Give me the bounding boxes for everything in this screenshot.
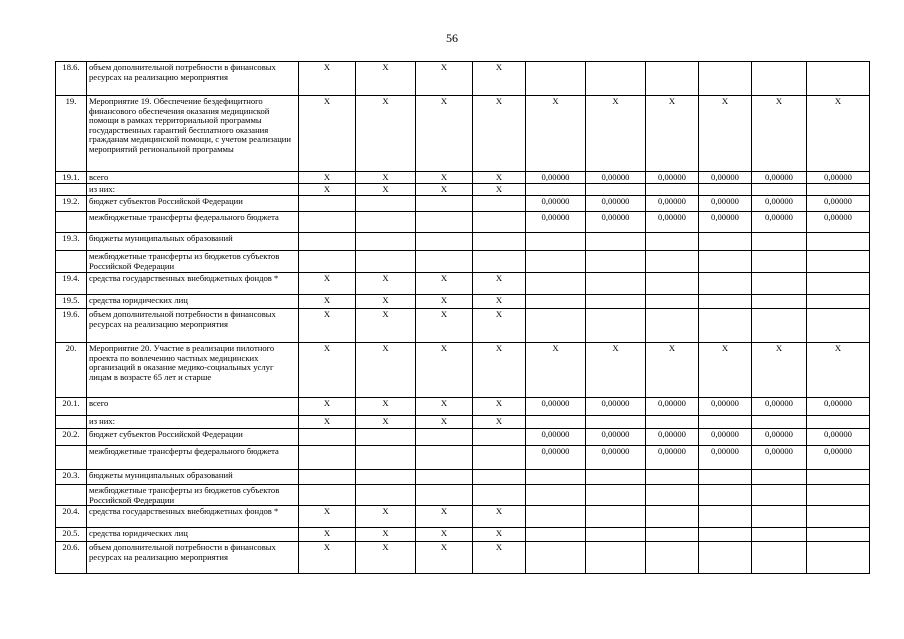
table-row (56, 251, 870, 273)
value-cell (473, 470, 526, 485)
value-cell (807, 184, 870, 196)
value-cell: X (416, 172, 473, 184)
value-cell (416, 196, 473, 212)
value-cell: X (473, 416, 526, 429)
row-name-cell: из них: (87, 416, 299, 429)
value-cell: 0,00000 (526, 429, 586, 446)
value-cell: X (473, 184, 526, 196)
row-number-cell: 20.2. (56, 429, 87, 446)
table-row (56, 96, 870, 172)
value-cell (473, 446, 526, 470)
row-name-cell: из них: (87, 184, 299, 196)
value-cell: 0,00000 (807, 429, 870, 446)
value-cell (646, 295, 699, 309)
value-cell (526, 506, 586, 528)
value-cell (299, 233, 356, 251)
row-number-cell (56, 485, 87, 506)
value-cell (416, 485, 473, 506)
value-cell (752, 62, 807, 96)
value-cell (416, 470, 473, 485)
value-cell (526, 184, 586, 196)
value-cell: X (646, 343, 699, 398)
value-cell (699, 506, 752, 528)
value-cell (807, 233, 870, 251)
value-cell (586, 309, 646, 343)
row-name-cell: всего (87, 172, 299, 184)
table-row (56, 416, 870, 429)
value-cell: 0,00000 (586, 429, 646, 446)
value-cell (356, 212, 416, 233)
value-cell: X (416, 96, 473, 172)
value-cell: 0,00000 (807, 212, 870, 233)
table-row (56, 506, 870, 528)
value-cell: X (356, 96, 416, 172)
row-number-cell: 20.5. (56, 528, 87, 542)
value-cell (699, 542, 752, 574)
table-row (56, 62, 870, 96)
value-cell (586, 470, 646, 485)
value-cell (356, 485, 416, 506)
value-cell: 0,00000 (646, 196, 699, 212)
value-cell (473, 233, 526, 251)
value-cell: 0,00000 (586, 212, 646, 233)
value-cell (699, 184, 752, 196)
row-name-cell: бюджет субъектов Российской Федерации (87, 196, 299, 212)
table-row (56, 528, 870, 542)
value-cell: X (646, 96, 699, 172)
value-cell (646, 542, 699, 574)
value-cell (473, 251, 526, 273)
value-cell: 0,00000 (646, 172, 699, 184)
value-cell: X (807, 96, 870, 172)
value-cell (299, 251, 356, 273)
row-name-cell: Мероприятие 19. Обеспечение бездефицитного финансового обеспечения оказания медицинской помощи в рамках территориальной программы государственных гарантий бесплатного оказания гражданам медицинской помощи, с учетом реализации мероприятий региональной программы (87, 96, 299, 172)
value-cell: 0,00000 (807, 398, 870, 416)
row-number-cell: 20.3. (56, 470, 87, 485)
value-cell: X (356, 172, 416, 184)
value-cell (299, 485, 356, 506)
value-cell (586, 295, 646, 309)
row-number-cell: 19. (56, 96, 87, 172)
row-number-cell: 20.6. (56, 542, 87, 574)
table-body (56, 62, 870, 574)
row-number-cell (56, 184, 87, 196)
value-cell: 0,00000 (586, 196, 646, 212)
value-cell (586, 233, 646, 251)
table-row (56, 233, 870, 251)
value-cell: 0,00000 (699, 196, 752, 212)
value-cell: 0,00000 (646, 398, 699, 416)
table-row (56, 429, 870, 446)
row-name-cell: бюджеты муниципальных образований (87, 470, 299, 485)
page-number: 56 (446, 31, 458, 45)
value-cell (356, 251, 416, 273)
row-number-cell: 19.4. (56, 273, 87, 295)
value-cell: X (299, 542, 356, 574)
value-cell (586, 273, 646, 295)
value-cell (699, 485, 752, 506)
value-cell (526, 62, 586, 96)
value-cell (416, 212, 473, 233)
value-cell: X (299, 343, 356, 398)
row-name-cell: средства государственных внебюджетных фондов * (87, 273, 299, 295)
table-row (56, 343, 870, 398)
value-cell (356, 233, 416, 251)
value-cell: X (299, 295, 356, 309)
value-cell (586, 251, 646, 273)
value-cell (586, 416, 646, 429)
value-cell: X (416, 528, 473, 542)
value-cell (807, 273, 870, 295)
row-number-cell (56, 416, 87, 429)
value-cell (299, 470, 356, 485)
value-cell (416, 251, 473, 273)
value-cell: X (416, 184, 473, 196)
row-number-cell: 18.6. (56, 62, 87, 96)
table-row (56, 196, 870, 212)
value-cell: X (473, 343, 526, 398)
value-cell (416, 233, 473, 251)
row-number-cell: 19.6. (56, 309, 87, 343)
value-cell: X (299, 62, 356, 96)
value-cell (526, 251, 586, 273)
value-cell (586, 506, 646, 528)
value-cell: 0,00000 (526, 446, 586, 470)
value-cell: 0,00000 (526, 172, 586, 184)
value-cell (807, 295, 870, 309)
row-name-cell: Мероприятие 20. Участие в реализации пилотного проекта по вовлечению частных медицинских организаций в оказание медико-социальных услуг лицам в возрасте 65 лет и старше (87, 343, 299, 398)
value-cell (299, 196, 356, 212)
value-cell (356, 196, 416, 212)
row-name-cell: средства государственных внебюджетных фондов * (87, 506, 299, 528)
value-cell (699, 470, 752, 485)
value-cell (646, 309, 699, 343)
row-number-cell (56, 251, 87, 273)
value-cell: X (807, 343, 870, 398)
row-name-cell: средства юридических лиц (87, 295, 299, 309)
value-cell: X (356, 309, 416, 343)
value-cell: X (416, 309, 473, 343)
value-cell (699, 233, 752, 251)
value-cell (646, 184, 699, 196)
value-cell (526, 470, 586, 485)
value-cell (699, 251, 752, 273)
value-cell: 0,00000 (752, 398, 807, 416)
value-cell: X (752, 343, 807, 398)
value-cell (807, 485, 870, 506)
value-cell: 0,00000 (807, 172, 870, 184)
value-cell: 0,00000 (526, 398, 586, 416)
value-cell: X (473, 273, 526, 295)
value-cell (586, 542, 646, 574)
value-cell (646, 62, 699, 96)
value-cell (356, 470, 416, 485)
value-cell: X (752, 96, 807, 172)
value-cell: X (473, 309, 526, 343)
table-row (56, 212, 870, 233)
value-cell: X (473, 542, 526, 574)
row-number-cell: 19.1. (56, 172, 87, 184)
value-cell: X (526, 96, 586, 172)
row-number-cell (56, 446, 87, 470)
value-cell: X (416, 62, 473, 96)
row-name-cell: средства юридических лиц (87, 528, 299, 542)
value-cell (646, 485, 699, 506)
row-name-cell: всего (87, 398, 299, 416)
value-cell (356, 429, 416, 446)
value-cell (807, 416, 870, 429)
row-name-cell: бюджет субъектов Российской Федерации (87, 429, 299, 446)
value-cell: X (299, 96, 356, 172)
value-cell: X (356, 528, 416, 542)
value-cell (752, 485, 807, 506)
value-cell: X (473, 528, 526, 542)
row-name-cell: объем дополнительной потребности в финансовых ресурсах на реализацию мероприятия (87, 62, 299, 96)
value-cell: 0,00000 (807, 446, 870, 470)
row-name-cell: межбюджетные трансферты из бюджетов субъектов Российской Федерации (87, 251, 299, 273)
value-cell (473, 212, 526, 233)
table-row (56, 398, 870, 416)
value-cell: X (416, 343, 473, 398)
value-cell (807, 528, 870, 542)
value-cell (473, 429, 526, 446)
value-cell: X (356, 506, 416, 528)
value-cell (646, 528, 699, 542)
value-cell (752, 416, 807, 429)
table-row (56, 542, 870, 574)
value-cell (646, 273, 699, 295)
value-cell (526, 528, 586, 542)
value-cell (752, 542, 807, 574)
value-cell: X (299, 398, 356, 416)
row-name-cell: межбюджетные трансферты федерального бюджета (87, 212, 299, 233)
value-cell (473, 485, 526, 506)
value-cell (586, 184, 646, 196)
value-cell: X (473, 295, 526, 309)
value-cell: 0,00000 (699, 398, 752, 416)
row-name-cell: бюджеты муниципальных образований (87, 233, 299, 251)
value-cell: X (473, 398, 526, 416)
value-cell: 0,00000 (586, 172, 646, 184)
value-cell: X (416, 398, 473, 416)
row-number-cell: 20. (56, 343, 87, 398)
row-number-cell: 19.2. (56, 196, 87, 212)
value-cell (646, 506, 699, 528)
table-row (56, 172, 870, 184)
value-cell: X (416, 416, 473, 429)
value-cell: X (299, 506, 356, 528)
value-cell (807, 470, 870, 485)
value-cell: X (356, 542, 416, 574)
value-cell: 0,00000 (586, 446, 646, 470)
value-cell: 0,00000 (699, 429, 752, 446)
value-cell (299, 446, 356, 470)
value-cell (526, 416, 586, 429)
budget-table (55, 61, 870, 574)
value-cell (586, 528, 646, 542)
value-cell (526, 542, 586, 574)
row-name-cell: межбюджетные трансферты из бюджетов субъектов Российской Федерации (87, 485, 299, 506)
value-cell: 0,00000 (646, 212, 699, 233)
value-cell (299, 212, 356, 233)
row-name-cell: межбюджетные трансферты федерального бюджета (87, 446, 299, 470)
value-cell: 0,00000 (752, 429, 807, 446)
value-cell: X (416, 542, 473, 574)
value-cell (807, 309, 870, 343)
value-cell (646, 251, 699, 273)
value-cell: 0,00000 (699, 446, 752, 470)
value-cell (752, 295, 807, 309)
value-cell: X (473, 96, 526, 172)
value-cell: X (526, 343, 586, 398)
table-row (56, 309, 870, 343)
value-cell (416, 446, 473, 470)
value-cell (752, 506, 807, 528)
value-cell (807, 542, 870, 574)
value-cell: X (299, 172, 356, 184)
value-cell (526, 309, 586, 343)
value-cell (646, 470, 699, 485)
value-cell: X (299, 416, 356, 429)
value-cell (473, 196, 526, 212)
value-cell: X (356, 62, 416, 96)
value-cell (526, 233, 586, 251)
value-cell: X (586, 343, 646, 398)
value-cell (586, 485, 646, 506)
value-cell: X (356, 295, 416, 309)
value-cell (356, 446, 416, 470)
value-cell: 0,00000 (586, 398, 646, 416)
row-number-cell: 19.3. (56, 233, 87, 251)
value-cell (807, 506, 870, 528)
value-cell (699, 416, 752, 429)
value-cell: 0,00000 (752, 446, 807, 470)
value-cell: 0,00000 (807, 196, 870, 212)
value-cell (646, 233, 699, 251)
value-cell: X (299, 184, 356, 196)
value-cell: 0,00000 (526, 212, 586, 233)
value-cell (752, 251, 807, 273)
row-number-cell: 19.5. (56, 295, 87, 309)
table-row (56, 295, 870, 309)
value-cell (699, 309, 752, 343)
value-cell: 0,00000 (646, 446, 699, 470)
value-cell (752, 184, 807, 196)
value-cell (699, 295, 752, 309)
table-row (56, 273, 870, 295)
value-cell (807, 62, 870, 96)
value-cell: X (299, 273, 356, 295)
table-row (56, 184, 870, 196)
row-name-cell: объем дополнительной потребности в финансовых ресурсах на реализацию мероприятия (87, 542, 299, 574)
value-cell: 0,00000 (752, 172, 807, 184)
row-number-cell: 20.1. (56, 398, 87, 416)
row-name-cell: объем дополнительной потребности в финансовых ресурсах на реализацию мероприятия (87, 309, 299, 343)
value-cell: X (416, 273, 473, 295)
value-cell: X (356, 343, 416, 398)
value-cell: X (299, 528, 356, 542)
value-cell: X (416, 506, 473, 528)
value-cell (752, 273, 807, 295)
value-cell: 0,00000 (752, 196, 807, 212)
value-cell: 0,00000 (526, 196, 586, 212)
value-cell: 0,00000 (699, 172, 752, 184)
table-row (56, 470, 870, 485)
value-cell: 0,00000 (699, 212, 752, 233)
value-cell (752, 309, 807, 343)
value-cell (526, 295, 586, 309)
value-cell (299, 429, 356, 446)
value-cell (526, 485, 586, 506)
value-cell: X (473, 172, 526, 184)
value-cell: 0,00000 (752, 212, 807, 233)
value-cell: 0,00000 (646, 429, 699, 446)
value-cell (752, 528, 807, 542)
value-cell: X (473, 62, 526, 96)
table-row (56, 446, 870, 470)
value-cell: X (299, 309, 356, 343)
value-cell: X (356, 416, 416, 429)
value-cell (526, 273, 586, 295)
value-cell: X (356, 273, 416, 295)
value-cell: X (586, 96, 646, 172)
row-number-cell: 20.4. (56, 506, 87, 528)
value-cell (699, 273, 752, 295)
value-cell (646, 416, 699, 429)
value-cell (752, 470, 807, 485)
value-cell: X (356, 184, 416, 196)
value-cell: X (356, 398, 416, 416)
value-cell (807, 251, 870, 273)
row-number-cell (56, 212, 87, 233)
value-cell: X (699, 96, 752, 172)
table-row (56, 485, 870, 506)
value-cell (586, 62, 646, 96)
value-cell: X (416, 295, 473, 309)
value-cell (416, 429, 473, 446)
value-cell: X (699, 343, 752, 398)
value-cell (699, 528, 752, 542)
value-cell: X (473, 506, 526, 528)
value-cell (699, 62, 752, 96)
value-cell (752, 233, 807, 251)
